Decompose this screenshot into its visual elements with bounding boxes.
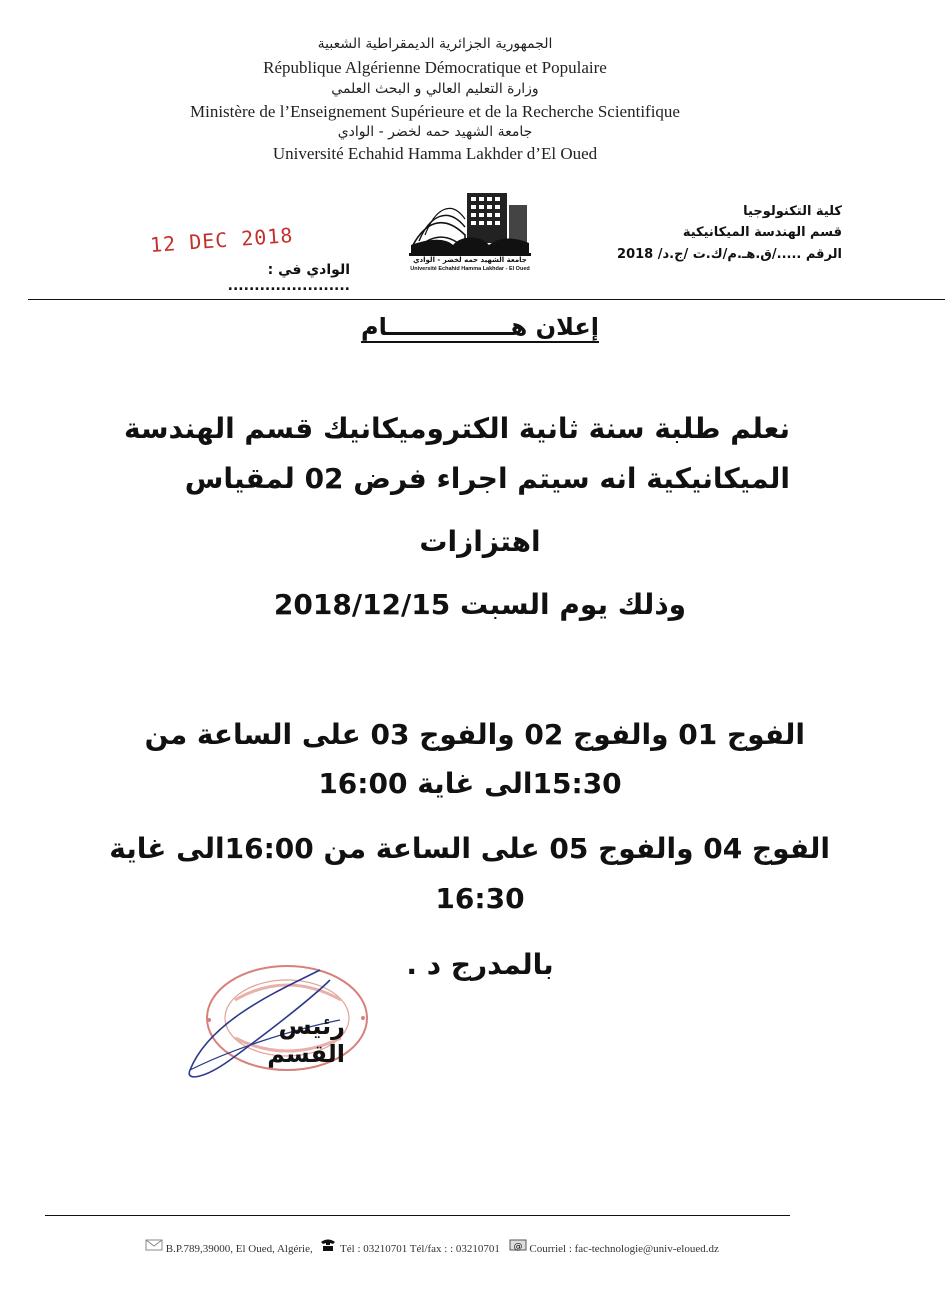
body-line-3: اهتزازات [419, 525, 541, 558]
header-ministry-ar: وزارة التعليم العالي و البحث العلمي [331, 81, 539, 97]
header-republic-fr: République Algérienne Démocratique et Populaire [263, 58, 607, 77]
department-name: قسم الهندسة الميكانيكية [682, 225, 842, 240]
body-line-4: وذلك يوم السبت 2018/12/15 [273, 588, 687, 621]
header-university-ar: جامعة الشهيد حمه لخضر - الوادي [337, 124, 533, 140]
received-date-stamp: 12 DEC 2018 [149, 223, 295, 257]
header-republic-ar: الجمهورية الجزائرية الديمقراطية الشعبية [317, 36, 553, 52]
body-line-2: الميكانيكية انه سيتم اجراء فرض 02 لمقياس [184, 462, 790, 495]
footer-address: B.P.789,39000, El Oued, Algérie, [165, 1243, 313, 1255]
footer-email: Courriel : fac-technologie@univ-eloued.dz [529, 1243, 719, 1255]
logo-caption-fr: Université Echahid Hamma Lakhdar - El Oued [410, 266, 530, 272]
announcement-title: إعلان هـــــــــــــــام [361, 313, 599, 341]
email-icon [509, 1238, 527, 1252]
footer-phone: Tél : 03210701 Tél/fax : : 03210701 [340, 1243, 500, 1255]
body-line-6: 15:30الى غاية 16:00 [318, 767, 622, 800]
faculty-name: كلية التكنولوجيا [743, 204, 842, 219]
announcement-title-wrap [275, 313, 685, 341]
svg-text:@: @ [513, 1242, 523, 1252]
body-line-9: بالمدرج د . [406, 948, 554, 981]
telephone-icon [319, 1238, 337, 1252]
footer [145, 1238, 719, 1255]
envelope-icon [145, 1238, 163, 1252]
body-line-8: 16:30 [435, 882, 525, 915]
body-line-1: نعلم طلبة سنة ثانية الكتروميكانيك قسم الهندسة [123, 412, 790, 445]
logo-caption-ar: جامعة الشهيد حمه لخضر - الوادي [413, 256, 527, 264]
place-date: الوادي في : ....................... [227, 262, 350, 294]
header-university-fr: Université Echahid Hamma Lakhder d’El Oued [272, 144, 598, 163]
faculty-block [582, 202, 842, 266]
body-line-7: الفوج 04 والفوج 05 على الساعة من 16:00الى غاية [109, 832, 830, 865]
header-ministry-fr: Ministère de l’Enseignement Supérieure et de la Recherche Scientifique [190, 102, 680, 121]
footer-divider [45, 1215, 790, 1216]
reference-number: الرقم ...../ق.هـ.م/ك.ت /ج.د/ 2018 [617, 247, 842, 262]
body-line-5: الفوج 01 والفوج 02 والفوج 03 على الساعة من [144, 718, 805, 751]
signature-title: رئيس القسم [267, 1012, 345, 1068]
header-divider [28, 299, 945, 300]
